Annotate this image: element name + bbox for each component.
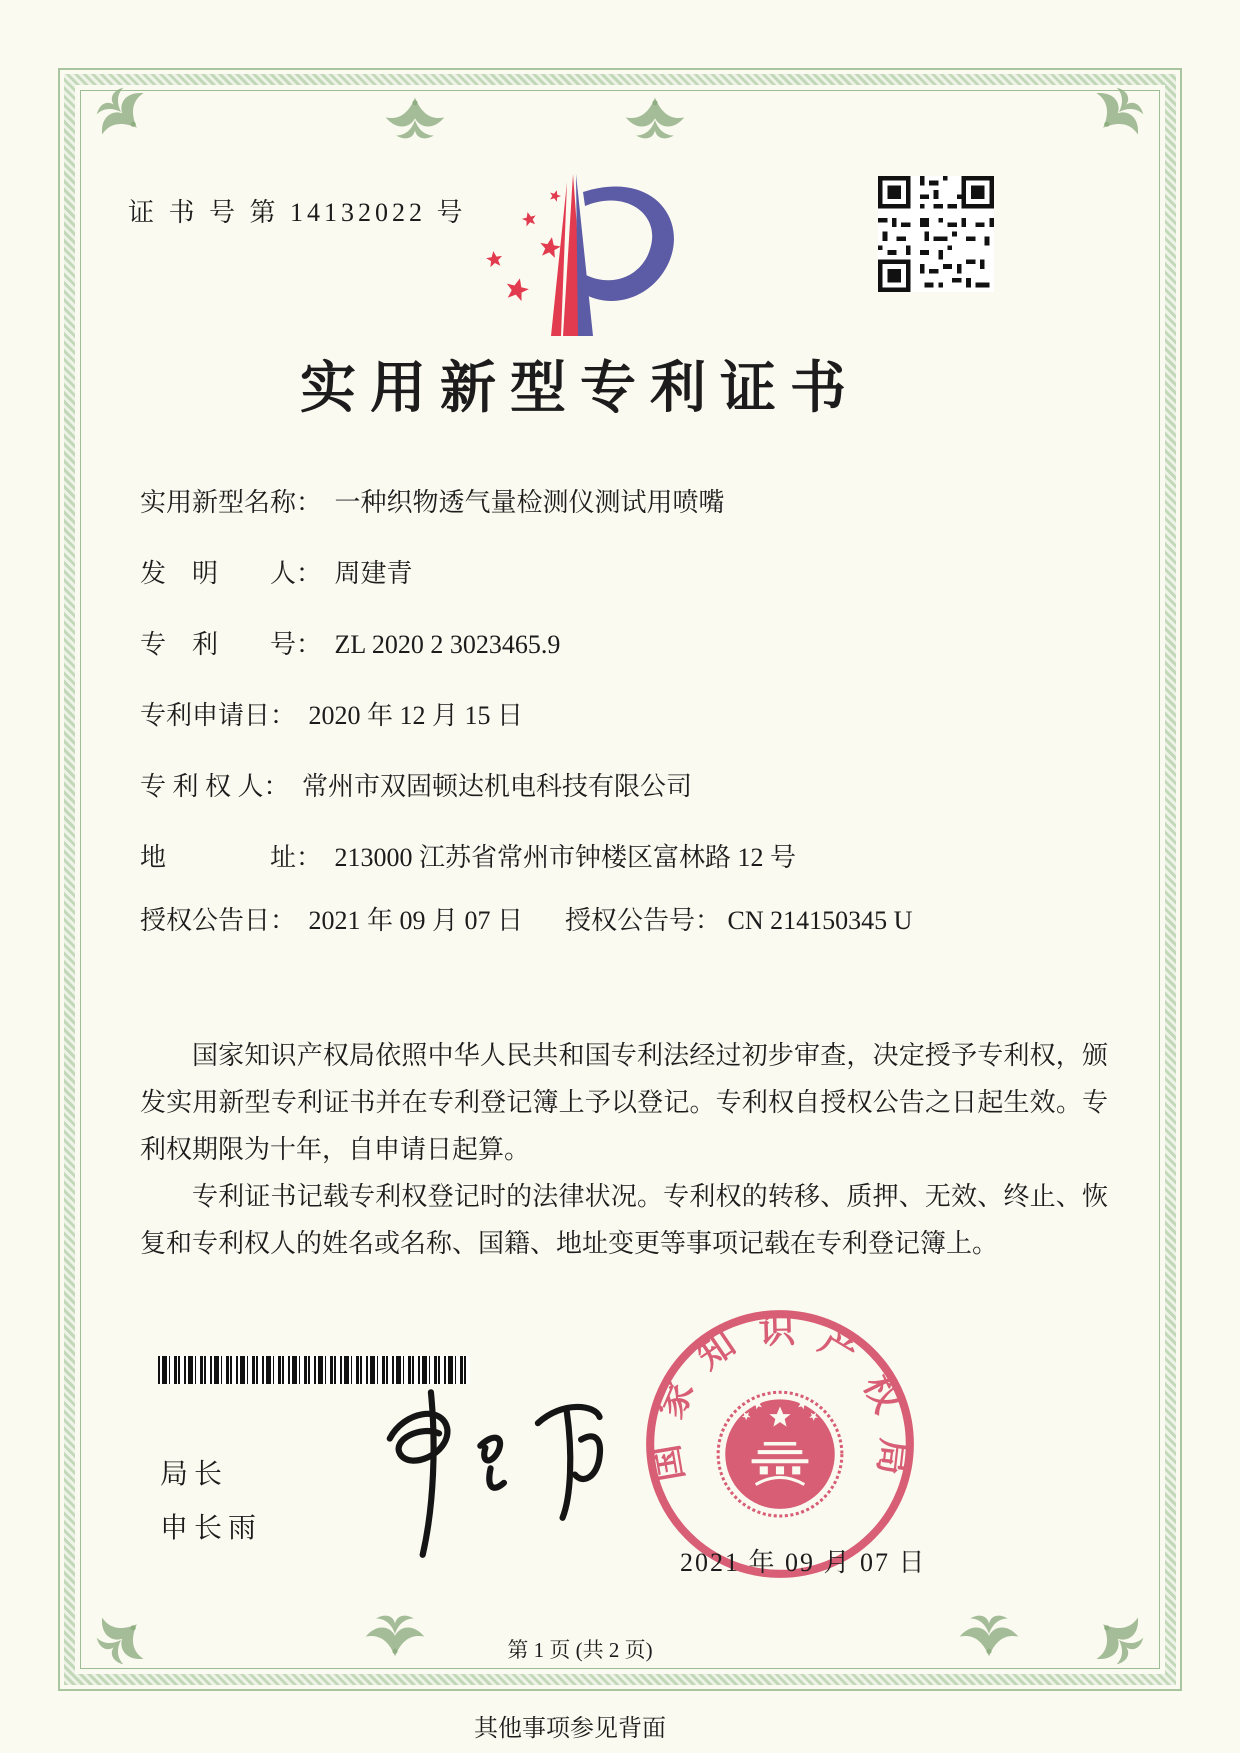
- field-label: 专利申请日：: [140, 701, 297, 730]
- field-patentee: [140, 766, 692, 803]
- field-value: ZL 2020 2 3023465.9: [334, 630, 561, 659]
- field-label: 授权公告日：: [140, 906, 297, 935]
- seal-org-text: 国家知识产权局: [644, 1309, 916, 1485]
- qr-code-icon: [878, 174, 994, 294]
- director-title: 局长: [160, 1459, 229, 1490]
- certificate-number: 证 书 号 第 14132022 号: [128, 198, 467, 227]
- field-value: 2021 年 09 月 07 日: [308, 906, 524, 935]
- legal-text: [140, 1032, 1108, 1267]
- barcode-icon: [158, 1356, 470, 1384]
- field-patent-number: [140, 624, 560, 661]
- frame-ornament-top-mid-2: [612, 92, 698, 148]
- field-label: 发 明 人：: [140, 559, 323, 588]
- frame-ornament-top-right: [1069, 62, 1169, 162]
- field-value: 周建青: [334, 559, 413, 588]
- certificate-title: 实用新型专利证书: [300, 358, 860, 420]
- field-value: 常州市双固顿达机电科技有限公司: [302, 772, 693, 801]
- field-address: [140, 837, 796, 874]
- field-filing-date: [140, 695, 523, 732]
- field-grant-number: [565, 900, 912, 937]
- frame-ornament-top-left: [71, 62, 171, 162]
- legal-paragraph-2: 专利证书记载专利权登记时的法律状况。专利权的转移、质押、无效、终止、恢复和专利权人的姓名或名称、国籍、地址变更等事项记载在专利登记簿上。: [140, 1182, 1108, 1258]
- field-inventor: [140, 553, 413, 590]
- seal-date: 2021 年 09 月 07 日: [680, 1548, 927, 1577]
- field-label: 实用新型名称：: [140, 488, 323, 517]
- field-value: 213000 江苏省常州市钟楼区富林路 12 号: [334, 843, 797, 872]
- field-utility-model-name: [140, 482, 725, 519]
- field-value: CN 214150345 U: [727, 906, 913, 935]
- field-label: 授权公告号：: [565, 906, 722, 935]
- back-side-note: 其他事项参见背面: [474, 1716, 666, 1742]
- field-label: 地 址：: [140, 843, 323, 872]
- field-value: 2020 年 12 月 15 日: [308, 701, 524, 730]
- frame-ornament-top-mid-1: [372, 92, 458, 148]
- field-grant-date: [140, 900, 523, 937]
- field-label: 专 利 号：: [140, 630, 323, 659]
- director-name: 申长雨: [160, 1513, 263, 1544]
- director-signature-icon: [330, 1382, 610, 1562]
- page-number: 第 1 页 (共 2 页): [507, 1638, 653, 1662]
- field-value: 一种织物透气量检测仪测试用喷嘴: [334, 488, 725, 517]
- cnipa-logo-icon: [455, 168, 700, 338]
- field-label: 专 利 权 人：: [140, 772, 290, 801]
- legal-paragraph-1: 国家知识产权局依照中华人民共和国专利法经过初步审查，决定授予专利权，颁发实用新型专利证书并在专利登记簿上予以登记。专利权自授权公告之日起生效。专利权期限为十年，自申请日起算。: [140, 1041, 1108, 1164]
